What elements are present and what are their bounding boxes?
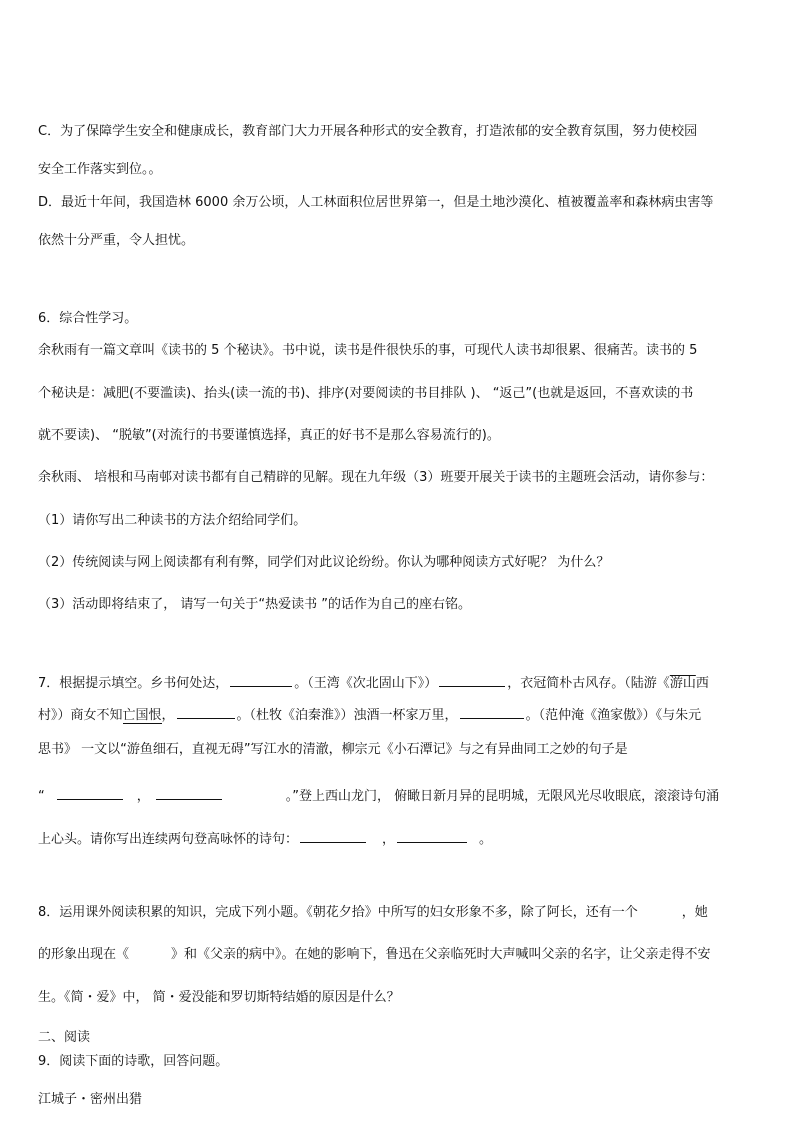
q7-text: 。（杜牧《泊秦淮》）浊酒一杯家万里， — [236, 708, 458, 723]
answer-blank[interactable] — [397, 829, 467, 843]
q8-line1 — [38, 905, 708, 921]
q7-text: 亡国恨 — [122, 708, 162, 723]
q7-text: ， — [161, 708, 175, 723]
poem-title: 江城子・密州出猎 — [38, 1092, 143, 1107]
q6-subquestion-1: （1）请你写出二种读书的方法介绍给同学们。 — [38, 513, 307, 528]
q7-line2 — [38, 705, 701, 724]
q8-text: 》和《父亲的病中》。在她的影响下，鲁迅在父亲临死时大声喊叫父亲的名字，让父亲走得不安 — [171, 947, 711, 962]
answer-blank[interactable] — [57, 786, 123, 800]
answer-blank[interactable] — [439, 673, 505, 687]
q8-text: 的形象出现在《 — [38, 947, 130, 962]
answer-blank[interactable] — [460, 705, 524, 719]
q6-title: 6．综合性学习。 — [38, 311, 138, 326]
q5-option-d-line2: 依然十分严重，令人担忧。 — [38, 233, 195, 248]
q7-text: 。 — [479, 832, 493, 847]
q7-text: 上心头。请你写出连续两句登高咏怀的诗句： — [38, 832, 299, 847]
q7-text: 村》）商女不知 — [38, 708, 123, 723]
section-heading-reading: 二、阅读 — [38, 1030, 91, 1045]
answer-blank[interactable] — [177, 705, 235, 719]
q7-text: ， — [136, 789, 150, 804]
q7-text: 。”登上西山龙门， 俯瞰日新月异的昆明城，无限风光尽收眼底，滚滚诗句涌 — [285, 789, 720, 804]
q6-subquestion-3: （3）活动即将结束了， 请写一句关于“热爱读书 ”的话作为自己的座右铭。 — [38, 597, 472, 612]
q7-line5 — [38, 829, 492, 848]
q7-text: “ — [38, 789, 45, 804]
q7-line3: 思书》 一文以“游鱼细石，直视无碍”写江水的清澈，柳宗元《小石潭记》与之有异曲同工之妙的句子是 — [38, 742, 628, 757]
q7-text: 。（王湾《次北固山下》） — [294, 676, 438, 691]
q7-text: 游山 — [669, 676, 696, 691]
q7-line4 — [38, 786, 719, 805]
q8-text: 8．运用课外阅读积累的知识，完成下列小题。《朝花夕拾》中所写的妇女形象不多，除了阿长，还有一个 — [38, 905, 638, 920]
q6-paragraph-line4: 余秋雨、 培根和马南邨对读书都有自己精辟的见解。现在九年级（3）班要开展关于读书的主题班会活动，请你参与： — [38, 470, 714, 485]
q8-line2 — [38, 947, 711, 963]
q8-line3: 生。《简・爱》中， 简・爱没能和罗切斯特结婚的原因是什么？ — [38, 990, 400, 1005]
answer-blank[interactable] — [156, 786, 222, 800]
q5-option-c-line1: C．为了保障学生安全和健康成长，教育部门大力开展各种形式的安全教育，打造浓郁的安全教育氛围，努力使校园 — [38, 124, 698, 139]
q6-paragraph-line3: 就不要读)、 “脱敏”(对流行的书要谨慎选择，真正的好书不是那么容易流行的)。 — [38, 428, 500, 443]
q5-option-d-line1: D．最近十年间，我国造林 6000 余万公顷，人工林面积位居世界第一，但是土地沙漠化、植被覆盖率和森林病虫害等 — [38, 195, 714, 210]
answer-blank[interactable] — [230, 673, 292, 687]
q8-text: ，她 — [681, 905, 708, 920]
q6-subquestion-2: （2）传统阅读与网上阅读都有利有弊，同学们对此议论纷纷。你认为哪种阅读方式好呢？ 为什么？ — [38, 555, 610, 570]
q5-option-c-line2: 安全工作落实到位。。 — [38, 162, 162, 177]
q7-text: 7．根据提示填空。乡书何处达， — [38, 676, 229, 691]
q7-text: ，衣冠简朴古风存。（陆游《 — [507, 676, 670, 691]
q7-text: 。（范仲淹《渔家傲》）《与朱元 — [525, 708, 702, 723]
q7-text: ， — [382, 832, 396, 847]
answer-blank[interactable] — [300, 829, 366, 843]
q6-paragraph-line2: 个秘诀是：减肥(不要滥读)、抬头(读一流的书)、排序(对要阅读的书目排队 )、 “返己”(也就是返回，不喜欢读的书 — [38, 386, 694, 401]
q7-text: 西 — [695, 676, 709, 691]
q6-paragraph-line1: 余秋雨有一篇文章叫《读书的 5 个秘诀》。书中说，读书是件很快乐的事，可现代人读书却很累、很痛苦。读书的 5 — [38, 343, 698, 358]
q9-title: 9．阅读下面的诗歌，回答问题。 — [38, 1054, 229, 1069]
q7-line1 — [38, 673, 709, 692]
